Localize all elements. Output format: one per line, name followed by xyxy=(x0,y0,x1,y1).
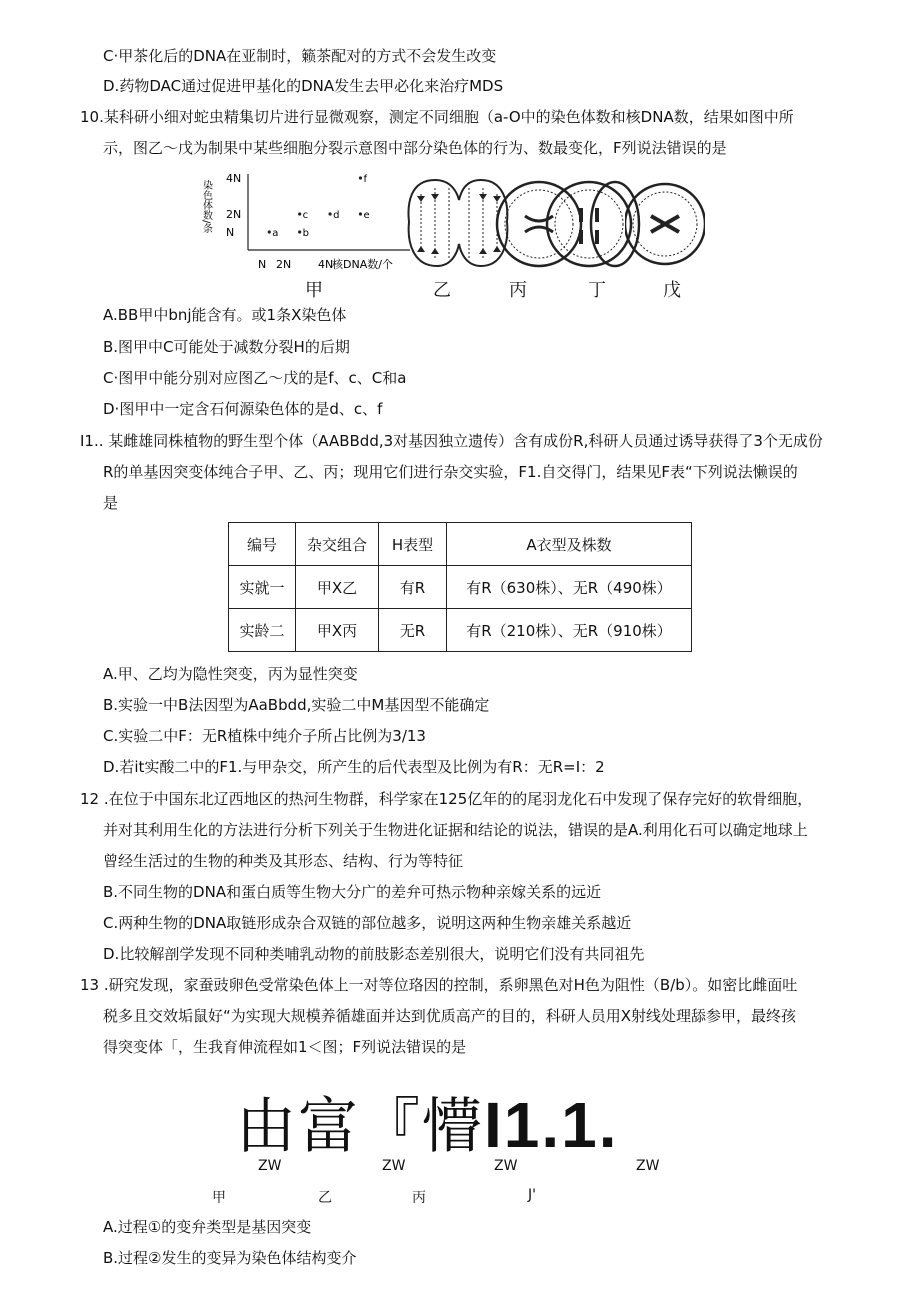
q13-figure-text xyxy=(236,1090,619,1162)
y-tick-label: N xyxy=(226,226,235,239)
table-row xyxy=(229,566,692,609)
stage-label: 乙 xyxy=(318,1190,332,1206)
stage-label: 甲 xyxy=(212,1190,226,1206)
data-point-label: e xyxy=(363,210,370,221)
q12-stem-line1: 12 .在位于中国东北辽西地区的热河生物群，科学家在125亿年的的尾羽龙化石中发现了保存完好的软骨细胞， xyxy=(80,790,813,808)
table-header: 编号 xyxy=(229,523,296,566)
table-cell: 无R xyxy=(379,609,447,652)
q10-stem-line2: 示，图乙～戊为制果中某些细胞分裂示意图中部分染色体的行为、数最变化，F列说法错误的是 xyxy=(103,139,727,157)
table-cell: 甲X丙 xyxy=(296,609,379,652)
q12-option-b: B.不同生物的DNA和蛋白质等生物大分广的差弁可热示物种亲嫁关系的远近 xyxy=(103,883,602,901)
data-point xyxy=(359,212,362,215)
x-tick-label: 2N xyxy=(276,258,292,271)
q13-stem-line3: 得突变体「，生我育伸流程如1＜图；F列说法错误的是 xyxy=(103,1038,467,1056)
data-point-label: a xyxy=(272,228,279,239)
q11-option-b: B.实验一中B法因型为AaBbdd,实验二中M基因型不能确定 xyxy=(103,696,490,714)
q13-stem-line2: 税多且交效垢鼠好“为实现大规模养循雄面并达到优质高产的目的，科研人员用X射线处理舔参甲，最终孩 xyxy=(103,1007,797,1025)
table-header: H表型 xyxy=(379,523,447,566)
zw-label: ZW xyxy=(494,1158,518,1174)
q9-option-d: D.药物DAC通过促进甲基化的DNA发生去甲必化来治疗MDS xyxy=(103,77,504,95)
data-point xyxy=(359,176,362,179)
q10-option-b: B.图甲中C可能处于减数分裂H的后期 xyxy=(103,338,350,356)
q13-figure-text-chars: 由富『懵 xyxy=(236,1092,484,1162)
q11-option-d: D.若it实酸二中的F1.与甲杂交，所产生的后代表型及比例为有R：无R=I：2 xyxy=(103,758,605,776)
q11-stem-line3: 是 xyxy=(103,494,119,512)
table-cell: 实就一 xyxy=(229,566,296,609)
zw-label: ZW xyxy=(636,1158,660,1174)
table-cell: 甲X乙 xyxy=(296,566,379,609)
table-cell: 有R（210株）、无R（910株） xyxy=(447,609,692,652)
q12-option-d: D.比较解剖学发现不同种类哺乳动物的前肢影态差别很大，说明它们没有共同祖先 xyxy=(103,945,645,963)
q13-figure-text-bold: I1.1. xyxy=(484,1089,619,1161)
fig-label-yi: 乙 xyxy=(433,280,451,301)
table-cell: 有R xyxy=(379,566,447,609)
q11-stem-line1: I1.. 某雌雄同株植物的野生型个体（AABBdd,3对基因独立遗传）含有成份R,科研人员通过诱导获得了3个无成份 xyxy=(80,432,823,450)
x-axis-label: 核DNA数/个 xyxy=(332,258,393,271)
q11-option-a: A.甲、乙均为隐性突变，丙为显性突变 xyxy=(103,665,358,683)
q10-option-a: A.BB甲中bnj能含有。或1条X染色体 xyxy=(103,306,347,324)
table-cell: 有R（630株）、无R（490株） xyxy=(447,566,692,609)
table-cell: 实龄二 xyxy=(229,609,296,652)
y-tick-label: 2N xyxy=(226,208,242,221)
y-tick-label: 4N xyxy=(226,172,242,185)
fig-label-bing: 丙 xyxy=(509,280,527,301)
fig-label-jia: 甲 xyxy=(305,280,323,301)
data-point xyxy=(328,212,331,215)
q11-table xyxy=(228,522,692,652)
cell-wu-full xyxy=(625,174,705,274)
table-header: 杂交组合 xyxy=(296,523,379,566)
stage-label: J' xyxy=(528,1187,536,1203)
q12-stem-line3: 曾经生活过的生物的种类及其形态、结构、行为等特征 xyxy=(103,852,464,870)
y-axis-label: 染色体数/条 xyxy=(200,180,212,234)
table-row xyxy=(229,609,692,652)
data-point-label: f xyxy=(363,174,368,185)
data-point-label: c xyxy=(302,210,309,221)
cell-yi xyxy=(408,180,507,266)
q11-option-c: C.实验二中F：无R植株中纯介子所占比例为3/13 xyxy=(103,727,426,745)
q13-option-b: B.过程②发生的变异为染色体结构变介 xyxy=(103,1249,357,1267)
data-point xyxy=(298,230,301,233)
data-point xyxy=(268,230,271,233)
stage-label: 丙 xyxy=(412,1190,426,1206)
fig-label-ding: 丁 xyxy=(588,280,606,301)
data-point-label: d xyxy=(333,210,340,221)
cell-diagrams xyxy=(405,174,645,274)
cell-bing xyxy=(497,182,581,266)
q10-stem-line1: 10.某科研小细对蛇虫精集切片进行显微观察，测定不同细胞（a-O中的染色体数和核DNA数，结果如图中所 xyxy=(80,108,794,126)
q13-stem-line1: 13 .研究发现，家蚕豉卵色受常染色体上一对等位珞因的控制，系卵黑色对H色为阻性（B/b）。如密比雌面吐 xyxy=(80,976,798,994)
data-point xyxy=(298,212,301,215)
chart-jia xyxy=(200,168,425,276)
x-tick-label: 4N xyxy=(318,258,334,271)
q11-stem-line2: R的单基因突变体纯合子甲、乙、丙；现用它们进行杂交实验，F1.自交得门，结果见F表“下列说法懒误的 xyxy=(103,463,798,481)
data-point-label: b xyxy=(302,228,310,239)
q13-option-a: A.过程①的变弁类型是基因突变 xyxy=(103,1218,312,1236)
cell-ding xyxy=(547,182,631,266)
q9-option-c: C·甲茶化后的DNA在亚制时，籁茶配对的方式不会发生改变 xyxy=(103,47,497,65)
x-tick-label: N xyxy=(258,258,267,271)
q10-option-d: D·图甲中一定含石何源染色体的是d、c、f xyxy=(103,400,383,418)
q12-option-c: C.两种生物的DNA取链形成杂合双链的部位越多，说明这两种生物亲雄关系越近 xyxy=(103,914,632,932)
fig-label-wu: 戊 xyxy=(663,280,681,301)
zw-label: ZW xyxy=(382,1158,406,1174)
zw-label: ZW xyxy=(258,1158,282,1174)
q10-option-c: C·图甲中能分别对应图乙～戊的是f、c、C和a xyxy=(103,369,407,387)
q12-stem-line2: 并对其利用生化的方法进行分析下列关于生物进化证据和结论的说法，错误的是A.利用化石可以确定地球上 xyxy=(103,821,808,839)
table-header: A衣型及株数 xyxy=(447,523,692,566)
